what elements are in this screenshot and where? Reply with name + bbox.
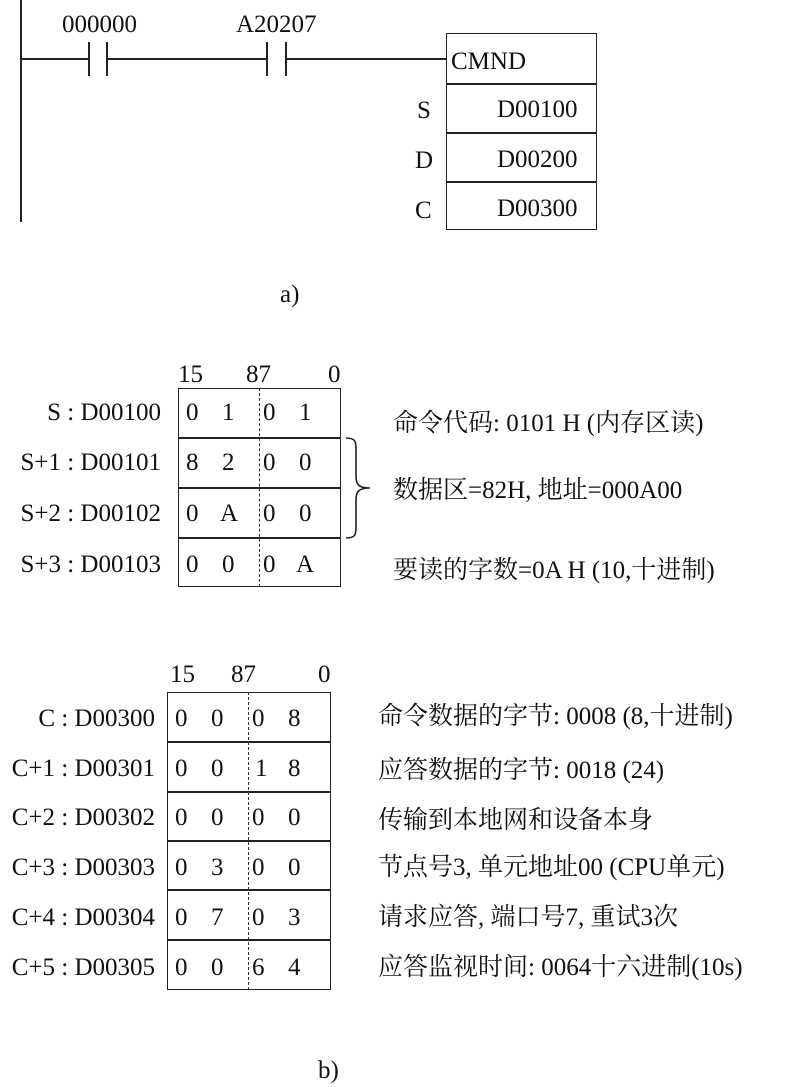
digit: 8	[186, 449, 199, 476]
desc-line: 要读的字数=0A H (10,十进制)	[393, 557, 715, 584]
digit: 0	[299, 500, 312, 527]
digit: 1	[222, 399, 235, 426]
digit: 0	[263, 399, 276, 426]
digit: 0	[211, 705, 224, 732]
power-rail	[20, 0, 22, 222]
row-divider	[167, 939, 331, 941]
digit: 0	[252, 804, 265, 831]
digit: 0	[211, 954, 224, 981]
row-label: C+5 : D00305	[11, 954, 155, 981]
bit-label-0: 0	[318, 661, 331, 688]
block-divider	[446, 181, 597, 183]
rung-line	[20, 58, 88, 60]
digit: 0	[222, 551, 235, 578]
contact-2-label: A20207	[236, 11, 317, 38]
row-label: C : D00300	[38, 705, 155, 732]
caption-b: b)	[318, 1057, 339, 1084]
digit: 4	[288, 954, 301, 981]
digit: 0	[288, 854, 301, 881]
bit-label-87: 87	[246, 361, 271, 388]
digit: 1	[299, 399, 312, 426]
digit: 0	[175, 954, 188, 981]
desc-line: 传输到本地网和设备本身	[378, 807, 654, 834]
row-label: S+2 : D00102	[20, 500, 161, 527]
digit: 0	[186, 399, 199, 426]
bit-label-87: 87	[231, 661, 256, 688]
row-divider	[167, 791, 331, 793]
byte-divider	[248, 692, 249, 990]
digit: 0	[263, 551, 276, 578]
desc-line: 请求应答, 端口号7, 重试3次	[378, 904, 679, 931]
operand-letter: D	[415, 147, 434, 174]
bit-label-15: 15	[178, 361, 203, 388]
desc-line: 节点号3, 单元地址00 (CPU单元)	[378, 854, 725, 881]
digit: 0	[175, 755, 188, 782]
block-divider	[446, 132, 597, 134]
row-label: S+1 : D00101	[20, 449, 161, 476]
rung-line	[106, 58, 266, 60]
digit: 0	[299, 449, 312, 476]
digit: A	[296, 551, 315, 578]
row-label: C+3 : D00303	[11, 854, 155, 881]
block-divider	[446, 83, 597, 85]
digit: 0	[211, 755, 224, 782]
contact-2-left-bar	[266, 42, 268, 76]
row-label: S : D00100	[47, 399, 161, 426]
digit: 2	[222, 449, 235, 476]
desc-line: 应答数据的字节: 0018 (24)	[378, 757, 665, 784]
curly-brace	[344, 436, 374, 540]
digit: 0	[175, 705, 188, 732]
row-label: C+4 : D00304	[11, 904, 155, 931]
row-divider	[167, 741, 331, 743]
digit: 0	[263, 449, 276, 476]
operand-value: D00200	[497, 146, 578, 173]
desc-line: 应答监视时间: 0064十六进制(10s)	[378, 954, 743, 981]
digit: 6	[252, 954, 265, 981]
digit: 0	[252, 705, 265, 732]
row-divider	[167, 889, 331, 891]
bit-label-15: 15	[170, 661, 195, 688]
digit: 0	[263, 500, 276, 527]
row-label: S+3 : D00103	[20, 551, 161, 578]
digit: 8	[288, 705, 301, 732]
desc-line: 命令代码: 0101 H (内存区读)	[393, 410, 704, 437]
digit: 0	[186, 500, 199, 527]
digit: 0	[186, 551, 199, 578]
contact-1-left-bar	[88, 42, 90, 76]
rung-line	[285, 58, 447, 60]
digit: 3	[211, 854, 224, 881]
contact-1-label: 000000	[62, 11, 137, 38]
operand-value: D00300	[497, 195, 578, 222]
desc-line: 命令数据的字节: 0008 (8,十进制)	[378, 703, 733, 730]
digit: 0	[252, 904, 265, 931]
caption-a: a)	[280, 281, 300, 308]
row-label: C+1 : D00301	[11, 755, 155, 782]
digit: A	[220, 500, 239, 527]
digit: 0	[175, 904, 188, 931]
digit: 0	[175, 854, 188, 881]
digit: 7	[211, 904, 224, 931]
operand-value: D00100	[497, 96, 578, 123]
digit: 0	[288, 804, 301, 831]
instruction-name: CMND	[451, 48, 527, 75]
desc-line: 数据区=82H, 地址=000A00	[393, 477, 683, 504]
digit: 1	[255, 755, 268, 782]
row-label: C+2 : D00302	[11, 804, 155, 831]
row-divider	[167, 840, 331, 842]
digit: 8	[288, 755, 301, 782]
operand-letter: C	[415, 197, 432, 224]
operand-letter: S	[417, 97, 431, 124]
digit: 3	[288, 904, 301, 931]
digit: 0	[175, 804, 188, 831]
digit: 0	[252, 854, 265, 881]
byte-divider	[259, 388, 260, 587]
digit: 0	[211, 804, 224, 831]
bit-label-0: 0	[328, 361, 341, 388]
